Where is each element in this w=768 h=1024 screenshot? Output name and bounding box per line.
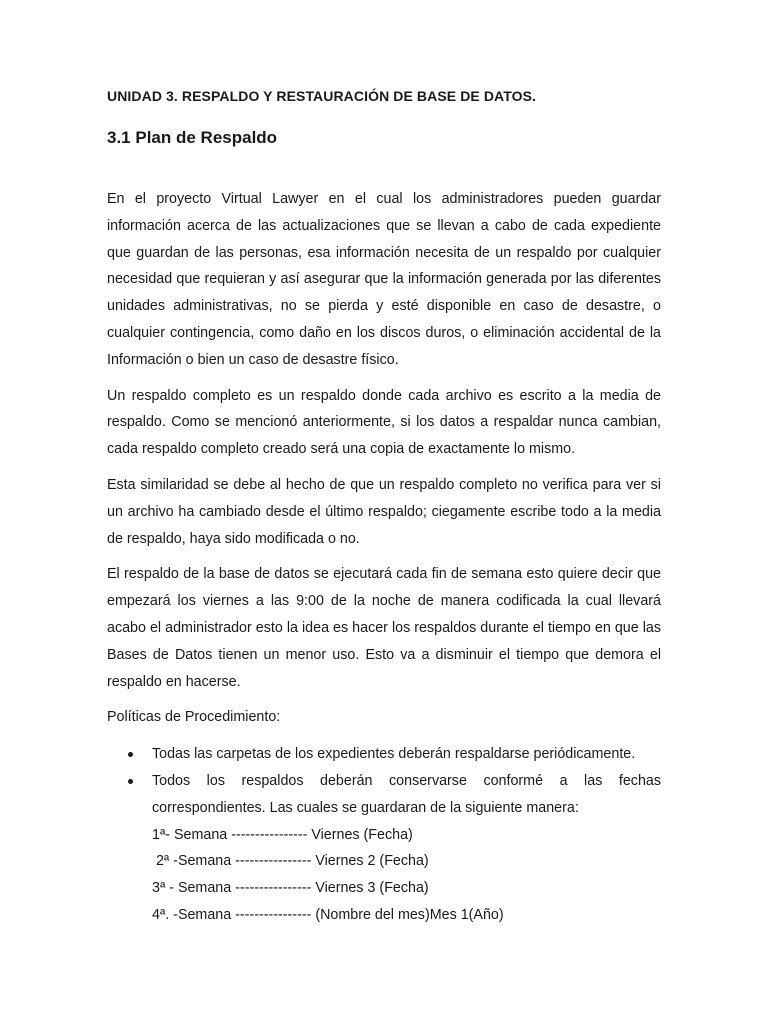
schedule-week-4: 4ª. -Semana ---------------- (Nombre del mes)Mes 1(Año) (152, 906, 504, 923)
paragraph-full-backup: Un respaldo completo es un respaldo donde cada archivo es escrito a la media de respaldo. Como se mencionó anteriormente, si los datos a respaldar nunca cambian, cada respaldo completo creado será una copia de exactamente lo mismo. (107, 387, 661, 458)
bullet-icon (128, 752, 133, 757)
policy-text: Todos los respaldos deberán conservarse conformé a las fechas correspondientes. Las cuales se guardaran de la siguiente manera: (152, 772, 661, 816)
bullet-icon (128, 779, 133, 784)
list-item (107, 741, 661, 768)
list-item (107, 768, 661, 929)
schedule-week-2: 2ª -Semana ---------------- Viernes 2 (Fecha) (152, 853, 429, 870)
paragraph-similarity: Esta similaridad se debe al hecho de que un respaldo completo no verifica para ver si un archivo ha cambiado desde el último respaldo; ciegamente escribe todo a la media de respaldo, haya sido modificada o no. (107, 476, 661, 547)
paragraph-intro: En el proyecto Virtual Lawyer en el cual los administradores pueden guardar información acerca de las actualizaciones que se llevan a cabo de cada expediente que guardan de las personas, esa información necesita de un respaldo por cualquier necesidad que requieran y así asegurar que la información generada por las diferentes unidades administrativas, no se pierda y esté disponible en caso de desastre, o cualquier contingencia, como daño en los discos duros, o eliminación accidental de la Información o bien un caso de desastre físico. (107, 191, 661, 368)
section-title: 3.1 Plan de Respaldo (107, 128, 278, 147)
policies-title: Políticas de Procedimiento: (107, 709, 281, 726)
paragraph-schedule: El respaldo de la base de datos se ejecutará cada fin de semana esto quiere decir que empezará los viernes a las 9:00 de la noche de manera codificada la cual llevará acabo el administrador esto la idea es hacer los respaldos durante el tiempo en que las Bases de Datos tienen un menor uso. Esto va a disminuir el tiempo que demora el respaldo en hacerse. (107, 566, 661, 690)
policy-text: Todas las carpetas de los expedientes deberán respaldarse periódicamente. (152, 746, 636, 763)
document-page (107, 86, 661, 929)
policies-list (107, 741, 661, 929)
schedule-week-3: 3ª - Semana ---------------- Viernes 3 (Fecha) (152, 880, 429, 897)
schedule-week-1: 1ª- Semana ---------------- Viernes (Fecha) (152, 826, 413, 843)
unit-title: UNIDAD 3. RESPALDO Y RESTAURACIÓN DE BASE DE DATOS. (107, 88, 537, 104)
